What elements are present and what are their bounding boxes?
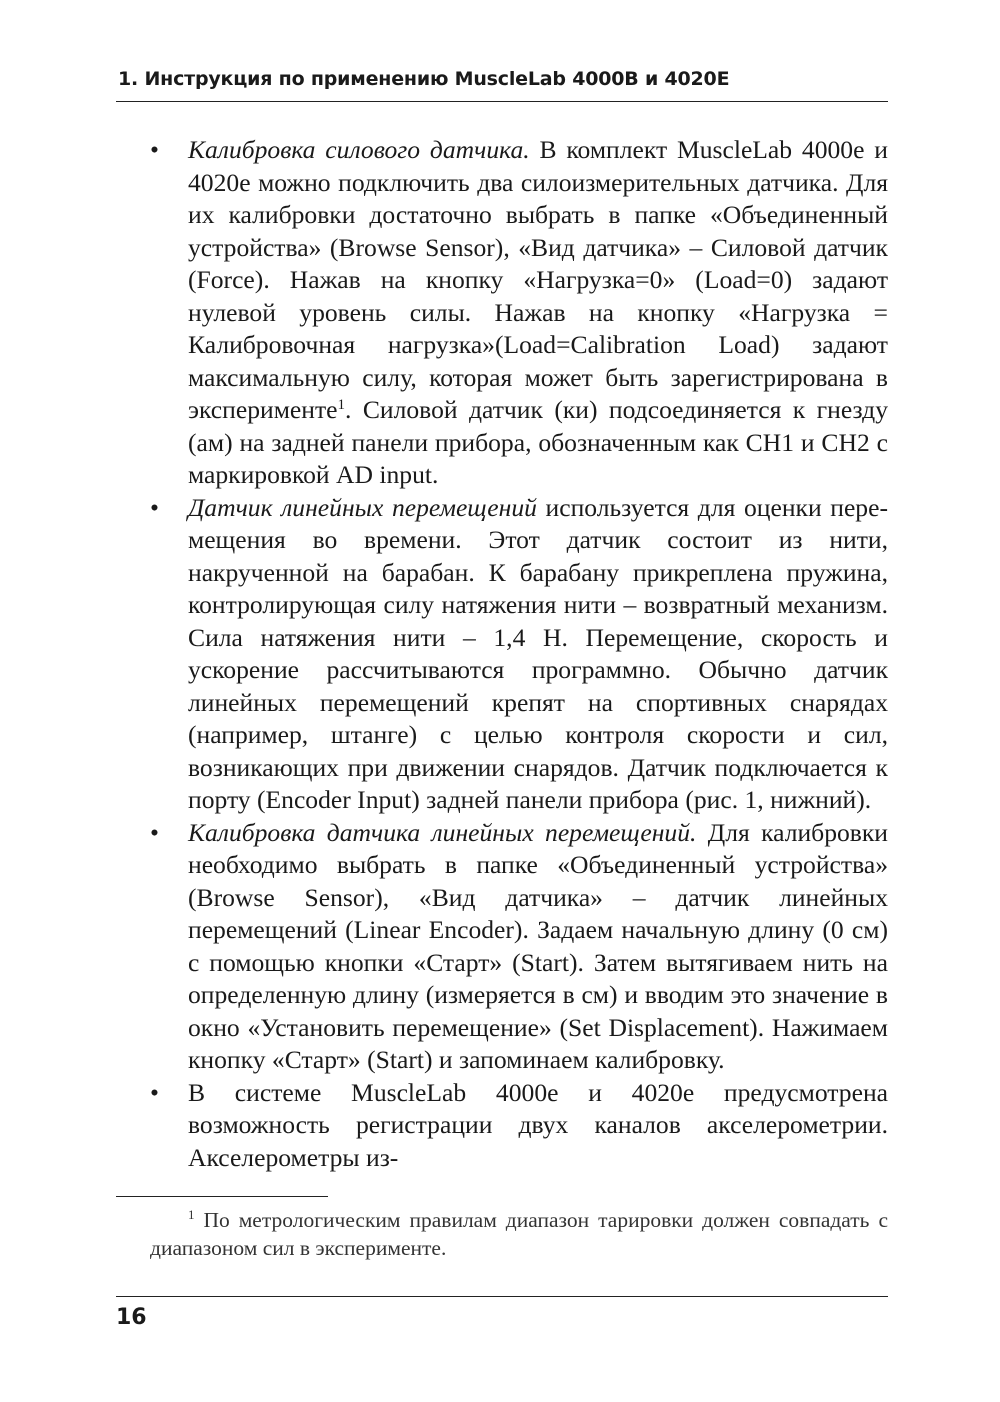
item-text: используется для оценки пере-мещения во времени. Этот датчик состоит из нити, накрученной на барабан. К барабану прикреплена пружина, контролирующая силу натяжения нити – возвратный механизм. Сила натяжения нити – 1,4 Н. Перемещение, скорость и ускорение рассчитываются программно. Обычно датчик линейных перемещений крепят на спортивных снарядах (например, штанге) с целью контроля скорости и сил, возникающих при движении снарядов. Датчик подключается к порту (Encoder Input) задней панели прибора (рис. 1, нижний). xyxy=(188,492,888,814)
bullet-icon: • xyxy=(150,1077,159,1107)
item-text: В комплект MuscleLab 4000e и 4020e можно подключить два силоизмерительных датчика. Для их калибровки достаточно выбрать в папке «Объединенный устройства» (Browse Sensor), «Вид датчика» – Силовой датчик (Force). Нажав на кнопку «Нагрузка=0» (Load=0) задают нулевой уровень силы. Нажав на кнопку «Нагрузка = Калибровочная нагрузка»(Load=Calibration Load) задают максимальную силу, которая может быть зарегистрирована в эксперименте xyxy=(188,135,888,424)
item-text-continued: . Силовой датчик (ки) подсоединяется к гнезду (ам) на задней панели прибора, обозначенным как CH1 и CH2 с маркировкой AD input. xyxy=(188,395,888,489)
footnote-text: По метрологическим правилам диапазон тарировки должен совпадать с диапазоном сил в эксперименте. xyxy=(150,1208,888,1260)
bullet-icon: • xyxy=(150,817,159,847)
list-item xyxy=(150,1077,888,1175)
bullet-list xyxy=(150,134,888,1174)
bullet-icon: • xyxy=(150,492,159,522)
running-header: 1. Инструкция по применению MuscleLab 4000B и 4020E xyxy=(118,68,730,90)
item-lead: Калибровка силового датчика. xyxy=(188,135,530,164)
item-text: В системе MuscleLab 4000e и 4020e предусмотрена возможность регистрации двух каналов акселерометрии. Акселерометры из- xyxy=(188,1077,888,1172)
footnote-ref: 1 xyxy=(337,397,345,413)
footer-divider xyxy=(116,1296,888,1297)
item-lead: Калибровка датчика линейных перемещений. xyxy=(188,817,697,847)
footnote xyxy=(150,1206,888,1262)
header-divider xyxy=(116,101,888,102)
list-item xyxy=(150,134,888,492)
list-item xyxy=(150,817,888,1077)
item-text: Для калибровки необходимо выбрать в папке «Объединенный устройства» (Browse Sensor), «Вид датчика» – датчик линейных перемещений (Linear Encoder). Задаем начальную длину (0 см) с помощью кнопки «Старт» (Start). Затем вытягиваем нить на определенную длину (измеряется в см) и вводим это значение в окно «Установить перемещение» (Set Displacement). Нажимаем кнопку «Старт» (Start) и запоминаем калибровку. xyxy=(188,817,889,1074)
bullet-icon: • xyxy=(150,135,159,164)
item-lead: Датчик линейных перемещений xyxy=(188,492,537,522)
page-number: 16 xyxy=(116,1305,147,1330)
footnote-divider xyxy=(116,1196,328,1197)
footnote-marker: 1 xyxy=(188,1207,195,1223)
list-item xyxy=(150,492,888,817)
